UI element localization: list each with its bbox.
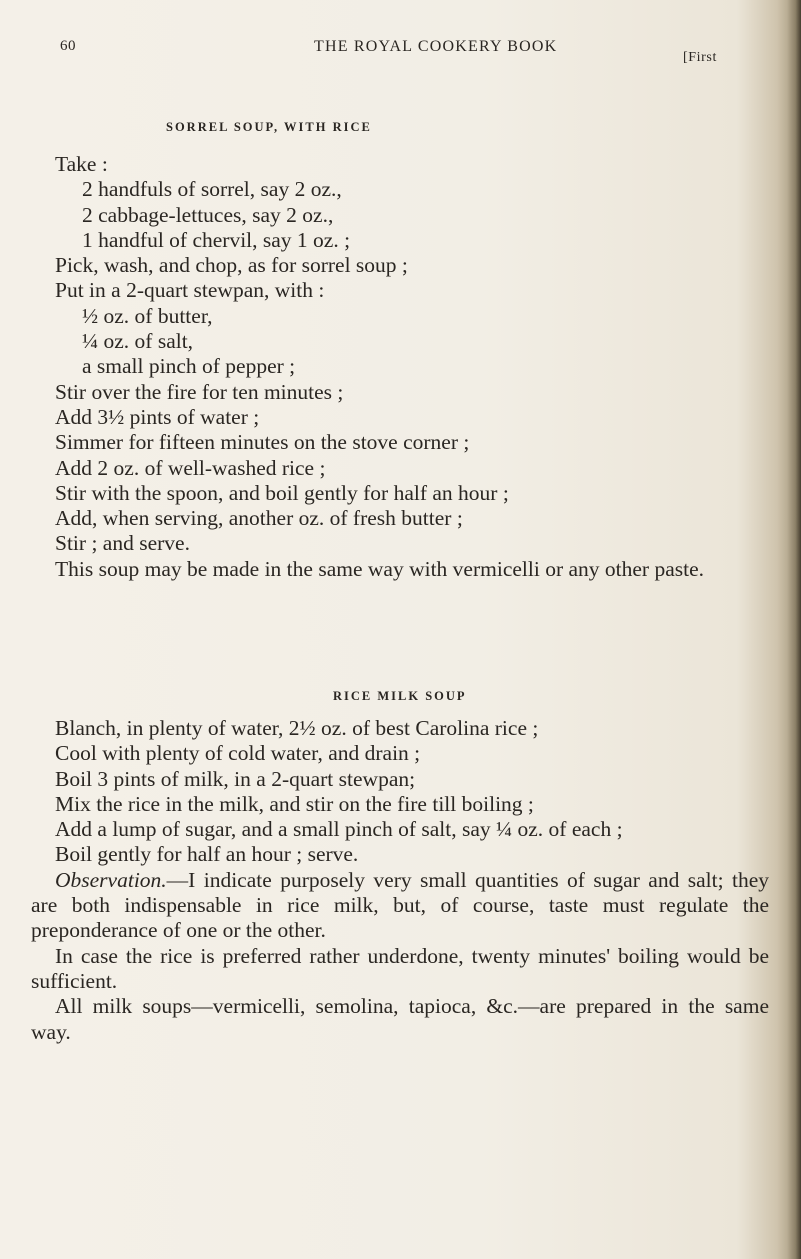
section-tag: [First [683, 50, 717, 65]
recipe-line: Add 2 oz. of well-washed rice ; [55, 455, 326, 480]
recipe-line: Put in a 2-quart stewpan, with : [55, 278, 325, 303]
observation-text: —I indicate purposely very small quantities of sugar and salt; they are both indispensable in rice milk, but, of course, taste must regulate the preponderance of one or the other. [31, 867, 769, 943]
milk-soups-note: All milk soups—vermicelli, semolina, tapioca, &c.—are prepared in the same way. [31, 994, 769, 1044]
recipe-line: ¼ oz. of salt, [82, 329, 194, 354]
recipe-line: Boil 3 pints of milk, in a 2-quart stewpan; [55, 766, 416, 791]
sorrel-soup-heading: SORREL SOUP, WITH RICE [166, 120, 372, 134]
recipe-line: Cool with plenty of cold water, and drain ; [55, 741, 421, 766]
underdone-note: In case the rice is preferred rather underdone, twenty minutes' boiling would be sufficient. [31, 943, 769, 993]
recipe-line: Add 3½ pints of water ; [55, 404, 260, 429]
rice-milk-soup-recipe [31, 716, 769, 1045]
running-title: THE ROYAL COOKERY BOOK [314, 38, 558, 55]
page-header [0, 30, 801, 65]
recipe-line: Boil gently for half an hour ; serve. [55, 842, 359, 867]
page-edge-shadow [787, 0, 801, 1259]
observation-paragraph [31, 868, 769, 944]
recipe-line: a small pinch of pepper ; [82, 354, 296, 379]
rice-milk-soup-heading: RICE MILK SOUP [333, 689, 467, 703]
recipe-note: This soup may be made in the same way with vermicelli or any other paste. [55, 556, 704, 581]
observation-label: Observation. [55, 867, 167, 892]
recipe-line: Simmer for fifteen minutes on the stove corner ; [55, 430, 470, 455]
recipe-line: 2 cabbage-lettuces, say 2 oz., [82, 202, 334, 227]
recipe-line: Blanch, in plenty of water, 2½ oz. of best Carolina rice ; [55, 716, 539, 740]
recipe-line: 1 handful of chervil, say 1 oz. ; [82, 227, 351, 252]
recipe-line: Stir over the fire for ten minutes ; [55, 379, 344, 404]
recipe-line: ½ oz. of butter, [82, 303, 213, 328]
recipe-line: Stir with the spoon, and boil gently for half an hour ; [55, 480, 509, 505]
page-number: 60 [60, 38, 76, 54]
recipe-line: Pick, wash, and chop, as for sorrel soup ; [55, 253, 408, 278]
sorrel-soup-recipe [31, 152, 769, 582]
recipe-line: Stir ; and serve. [55, 531, 190, 556]
recipe-line: Add a lump of sugar, and a small pinch of salt, say ¼ oz. of each ; [55, 817, 623, 842]
recipe-line: Add, when serving, another oz. of fresh butter ; [55, 506, 463, 531]
recipe-line: Take : [55, 152, 108, 176]
recipe-line: Mix the rice in the milk, and stir on the fire till boiling ; [55, 791, 534, 816]
recipe-line: 2 handfuls of sorrel, say 2 oz., [82, 177, 342, 202]
